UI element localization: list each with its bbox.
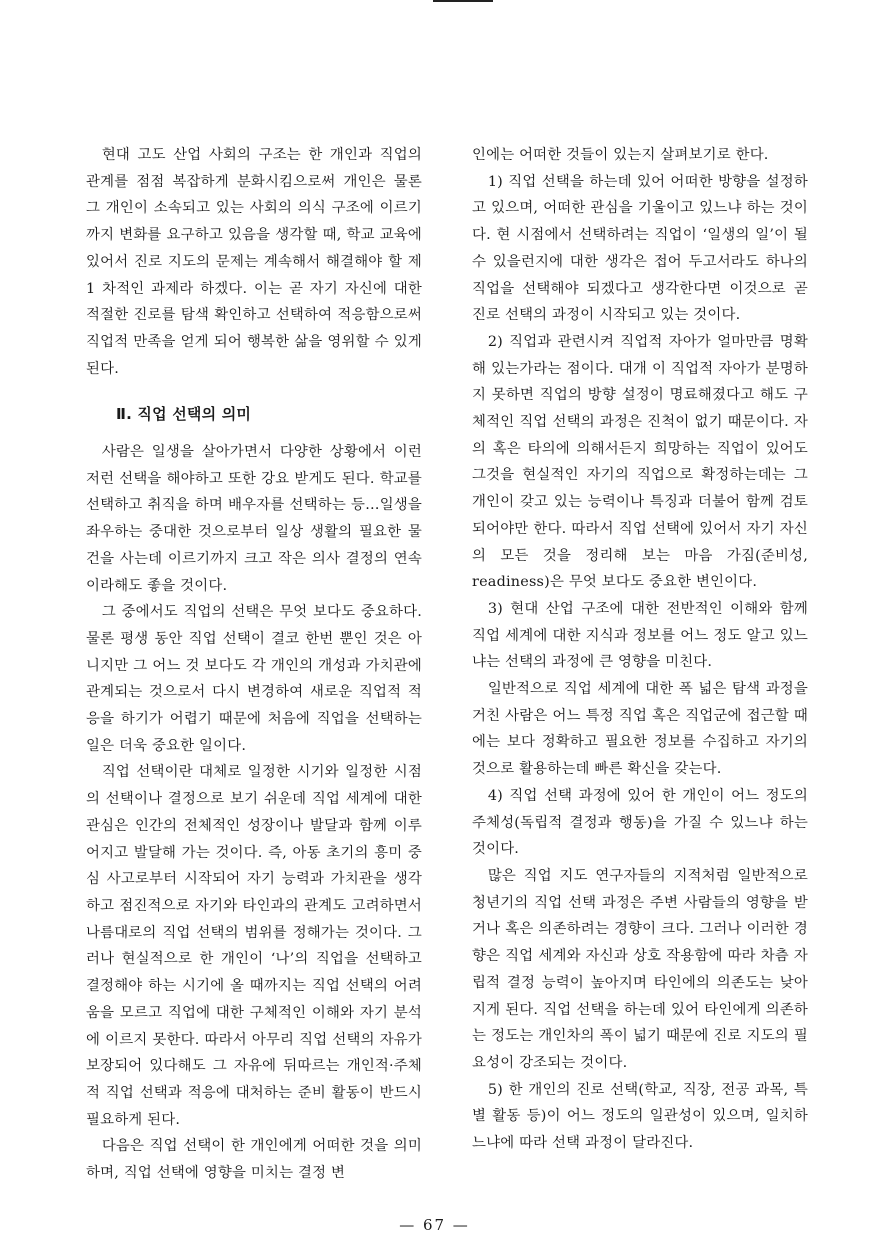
page-number: — 67 — bbox=[399, 1216, 470, 1234]
left-column bbox=[86, 142, 422, 1187]
intro-paragraph: 현대 고도 산업 사회의 구조는 한 개인과 직업의 관계를 점점 복잡하게 분화시킴으로써 개인은 물론 그 개인이 소속되고 있는 사회의 의식 구조에 이르기까지 변화를 요구하고 있음을 생각할 때, 학교 교육에 있어서 진로 지도의 문제는 계속해서 해결해야 할 제 1 차적인 과제라 하겠다. 이는 곧 자기 자신에 대한 적절한 진로를 탐색 확인하고 선택하여 적응함으로써 직업적 만족을 얻게 되어 행복한 삶을 영위할 수 있게 된다. bbox=[86, 147, 422, 377]
list-item-1: 1) 직업 선택을 하는데 있어 어떠한 방향을 설정하고 있으며, 어떠한 관심을 기울이고 있느냐 하는 것이다. 현 시점에서 선택하려는 직업이 ‘일생의 일’이 될 수 있을런지에 대한 생각은 접어 두고서라도 하나의 직업을 선택해야 되겠다고 생각한다면 이것으로 곧 진로 선택의 과정이 시작되고 있는 것이다. bbox=[472, 173, 808, 324]
list-item-3: 3) 현대 산업 구조에 대한 전반적인 이해와 함께 직업 세계에 대한 지식과 정보를 어느 정도 알고 있느냐는 선택의 과정에 큰 영향을 미친다. bbox=[472, 600, 808, 671]
list-item-4: 4) 직업 선택 과정에 있어 한 개인이 어느 정도의 주체성(독립적 결정과 행동)을 가질 수 있느냐 하는 것이다. bbox=[472, 787, 808, 858]
paragraph-continuation: 인에는 어떠한 것들이 있는지 살펴보기로 한다. bbox=[472, 147, 769, 163]
paragraph: 사람은 일생을 살아가면서 다양한 상황에서 이런 저런 선택을 해야하고 또한 강요 받게도 된다. 학교를 선택하고 취직을 하며 배우자를 선택하는 등…일생을 좌우하는 중대한 것으로부터 일상 생활의 필요한 물건을 사는데 이르기까지 크고 작은 의사 결정의 연속이라해도 좋을 것이다. bbox=[86, 444, 422, 594]
right-column bbox=[472, 142, 808, 1157]
list-item-5: 5) 한 개인의 진로 선택(학교, 직장, 전공 과목, 특별 활동 등)이 어느 정도의 일관성이 있으며, 일치하느냐에 따라 선택 과정이 달라진다. bbox=[472, 1081, 808, 1152]
section-heading: Ⅱ. 직업 선택의 의미 bbox=[116, 405, 252, 424]
paragraph: 직업 선택이란 대체로 일정한 시기와 일정한 시점의 선택이나 결정으로 보기 쉬운데 직업 세계에 대한 관심은 인간의 전체적인 성장이나 발달과 함께 이루어지고 발달해 가는 것이다. 즉, 아동 초기의 흥미 중심 사고로부터 시작되어 자기 능력과 가치관을 생각하고 점진적으로 자기와 타인과의 관계도 고려하면서 나름대로의 직업 선택의 범위를 정해가는 것이다. 그러나 현실적으로 한 개인이 ‘나’의 직업을 선택하고 결정해야 하는 시기에 올 때까지는 직업 선택의 어려움을 모르고 직업에 대한 구체적인 이해와 자기 분석에 이르지 못한다. 따라서 아무리 직업 선택의 자유가 보장되어 있다해도 그 자유에 뒤따르는 개인적·주체적 직업 선택과 적응에 대처하는 준비 활동이 반드시 필요하게 된다. bbox=[86, 764, 422, 1128]
list-item-2: 2) 직업과 관련시켜 직업적 자아가 얼마만큼 명확해 있는가라는 점이다. 대개 이 직업적 자아가 분명하지 못하면 직업의 방향 설정이 명료해졌다고 해도 구체적인 직업 선택의 과정은 진척이 없기 때문이다. 자의 혹은 타의에 의해서든지 희망하는 직업이 있어도 그것을 현실적인 자기의 직업으로 확정하는데는 그 개인이 갖고 있는 능력이나 특징과 더불어 함께 검토 되어야만 한다. 따라서 직업 선택에 있어서 자기 자신의 모든 것을 정리해 보는 마음 가짐(준비성, readiness)은 무엇 보다도 중요한 변인이다. bbox=[472, 333, 808, 591]
paragraph: 다음은 직업 선택이 한 개인에게 어떠한 것을 의미하며, 직업 선택에 영향을 미치는 결정 변 bbox=[86, 1138, 422, 1182]
paragraph: 일반적으로 직업 세계에 대한 폭 넓은 탐색 과정을 거친 사람은 어느 특정 직업 혹은 직업군에 접근할 때에는 보다 정확하고 필요한 정보를 수집하고 자기의 것으로 활용하는데 빠른 확신을 갖는다. bbox=[472, 681, 808, 778]
top-rule bbox=[433, 0, 493, 2]
paragraph: 그 중에서도 직업의 선택은 무엇 보다도 중요하다. 물론 평생 동안 직업 선택이 결코 한번 뿐인 것은 아니지만 그 어느 것 보다도 각 개인의 개성과 가치관에 관계되는 것으로서 다시 변경하여 새로운 직업적 적응을 하기가 어렵기 때문에 처음에 직업을 선택하는 일은 더욱 중요한 일이다. bbox=[86, 604, 422, 754]
paragraph: 많은 직업 지도 연구자들의 지적처럼 일반적으로 청년기의 직업 선택 과정은 주변 사람들의 영향을 받거나 혹은 의존하려는 경향이 크다. 그러나 이러한 경향은 직업 세계와 자신과 상호 작용함에 따라 차츰 자립적 결정 능력이 높아지며 타인에의 의존도는 낮아지게 된다. 직업 선택을 하는데 있어 타인에게 의존하는 정도는 개인차의 폭이 넓기 때문에 진로 지도의 필요성이 강조되는 것이다. bbox=[472, 867, 808, 1071]
